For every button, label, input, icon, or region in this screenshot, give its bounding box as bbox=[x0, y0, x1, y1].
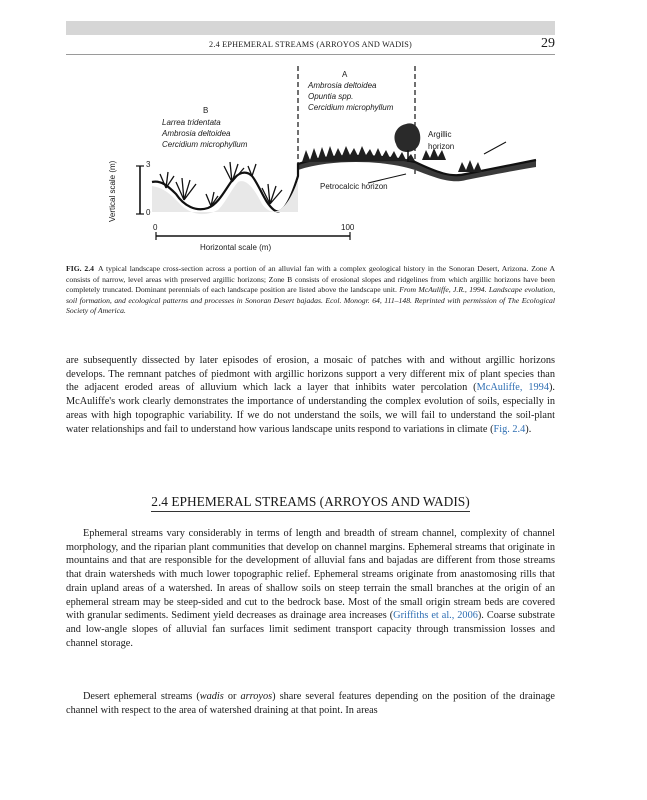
zone-a-species-3: Cercidium microphyllum bbox=[308, 103, 394, 112]
running-header bbox=[66, 36, 555, 55]
running-title: 2.4 EPHEMERAL STREAMS (ARROYOS AND WADIS) bbox=[209, 40, 412, 49]
vertical-tick-top: 3 bbox=[146, 160, 151, 169]
paragraph-1-text-c: ). bbox=[525, 423, 532, 435]
zone-a-species-2: Opuntia spp. bbox=[308, 92, 354, 101]
cercidium-tree bbox=[394, 123, 420, 152]
horizontal-scale-label: Horizontal scale (m) bbox=[200, 243, 272, 252]
term-arroyos: arroyos bbox=[240, 691, 273, 702]
zone-a-label: A bbox=[342, 70, 348, 79]
zone-b-species-2: Ambrosia deltoidea bbox=[162, 129, 231, 138]
figure-2-4 bbox=[66, 62, 555, 262]
zone-b-species-3: Cercidium microphyllum bbox=[162, 140, 248, 149]
paragraph-3-text-c: ) share several features depending on the position of the drainage channel with respect to the area of watershed draining at that point. In areas bbox=[66, 691, 555, 716]
caption-source: From McAuliffe, J.R., 1994. Landscape evolution, soil formation, and ecological patterns and processes in Sonoran Desert bajadas. Ecol. Monogr. 64, 111–148. Reprinted with permission of The Ecological Society of America. bbox=[66, 285, 556, 315]
figure-caption bbox=[66, 264, 555, 317]
page-number: 29 bbox=[541, 36, 555, 51]
paragraph-2-text-a: Ephemeral streams vary considerably in terms of length and breadth of stream channel, complexity of channel morphology, and the riparian plant communities that develop on channel margins. Ephemeral streams that originate in mountains and that are responsible for the development of alluvial fans and bajadas are different from those streams that drain watersheds with much lower topographic relief. Ephemeral streams originate from anastomosing rills that drain upland areas of a watershed. In areas of shallow soils on steep terrain the small branches at the origin of an ephemeral stream may be steep-sided and cut to the bedrock base. Most of the small origin stream beds are covered with granular sediments. Sediment yield decreases as drainage area increases ( bbox=[66, 528, 555, 622]
caption-text: A typical landscape cross-section across a portion of an alluvial fan with a complex geological history in the Sonoran Desert, Arizona. Zone A consists of narrow, level areas with preserved argillic horizons; Zone B consists of erosional slopes and ridgelines from which argillic horizons have been completely truncated. Dominant perennials of each landscape position are listed above the landscape unit. bbox=[66, 264, 555, 294]
zone-b-species-1: Larrea tridentata bbox=[162, 118, 221, 127]
section-number: 2.4 bbox=[151, 494, 168, 512]
zone-a-species-1: Ambrosia deltoidea bbox=[308, 81, 377, 90]
paragraph-2-text-b: ). Coarse substrate and low-angle slopes of alluvial fan surfaces limit sediment transport capacity through transmission losses and channel storage. bbox=[66, 610, 555, 649]
argillic-label-line2: horizon bbox=[428, 142, 455, 151]
argillic-pointer bbox=[484, 142, 506, 154]
horizontal-tick-left: 0 bbox=[153, 223, 158, 232]
zone-b-label: B bbox=[203, 106, 209, 115]
vertical-tick-bottom: 0 bbox=[146, 208, 151, 217]
paragraph-1 bbox=[66, 354, 555, 436]
paragraph-3-text-b: or bbox=[223, 691, 241, 702]
paragraph-3-text-a: Desert ephemeral streams ( bbox=[83, 691, 200, 702]
paragraph-1-text-b: ). McAuliffe's work clearly demonstrates the importance of understanding the complex evolution of soils, especially in areas with high topographic variability. If we do not understand the soils, we will fail to understand the soil-plant water relationships and fail to understand how various landscape units respond to variations in climate ( bbox=[66, 382, 555, 435]
paragraph-1-text-a: are subsequently dissected by later episodes of erosion, a mosaic of patches with and without argillic horizons develops. The remnant patches of piedmont with argillic horizons support a very different mix of plant species than the adjacent eroded areas of alluvium which lack a layer that inhibits water percolation ( bbox=[66, 355, 555, 394]
ref-mcauliffe-1994[interactable]: McAuliffe, 1994 bbox=[476, 382, 549, 394]
ref-griffiths-2006[interactable]: Griffiths et al., 2006 bbox=[393, 610, 478, 622]
header-bar bbox=[66, 21, 555, 35]
term-wadis: wadis bbox=[199, 691, 224, 702]
section-heading bbox=[66, 494, 555, 510]
argillic-label-line1: Argillic bbox=[428, 130, 452, 139]
vertical-scale-label: Vertical scale (m) bbox=[108, 160, 117, 222]
paragraph-3 bbox=[66, 690, 555, 717]
ref-fig-2-4[interactable]: Fig. 2.4 bbox=[493, 423, 526, 435]
zone-a-shrubs bbox=[302, 146, 415, 162]
paragraph-2 bbox=[66, 527, 555, 650]
petrocalcic-label: Petrocalcic horizon bbox=[320, 182, 388, 191]
zone-b-shrubs bbox=[160, 162, 282, 206]
section-title: EPHEMERAL STREAMS (ARROYOS AND WADIS) bbox=[171, 494, 469, 512]
horizontal-tick-right: 100 bbox=[341, 223, 355, 232]
caption-label: FIG. 2.4 bbox=[66, 264, 95, 273]
